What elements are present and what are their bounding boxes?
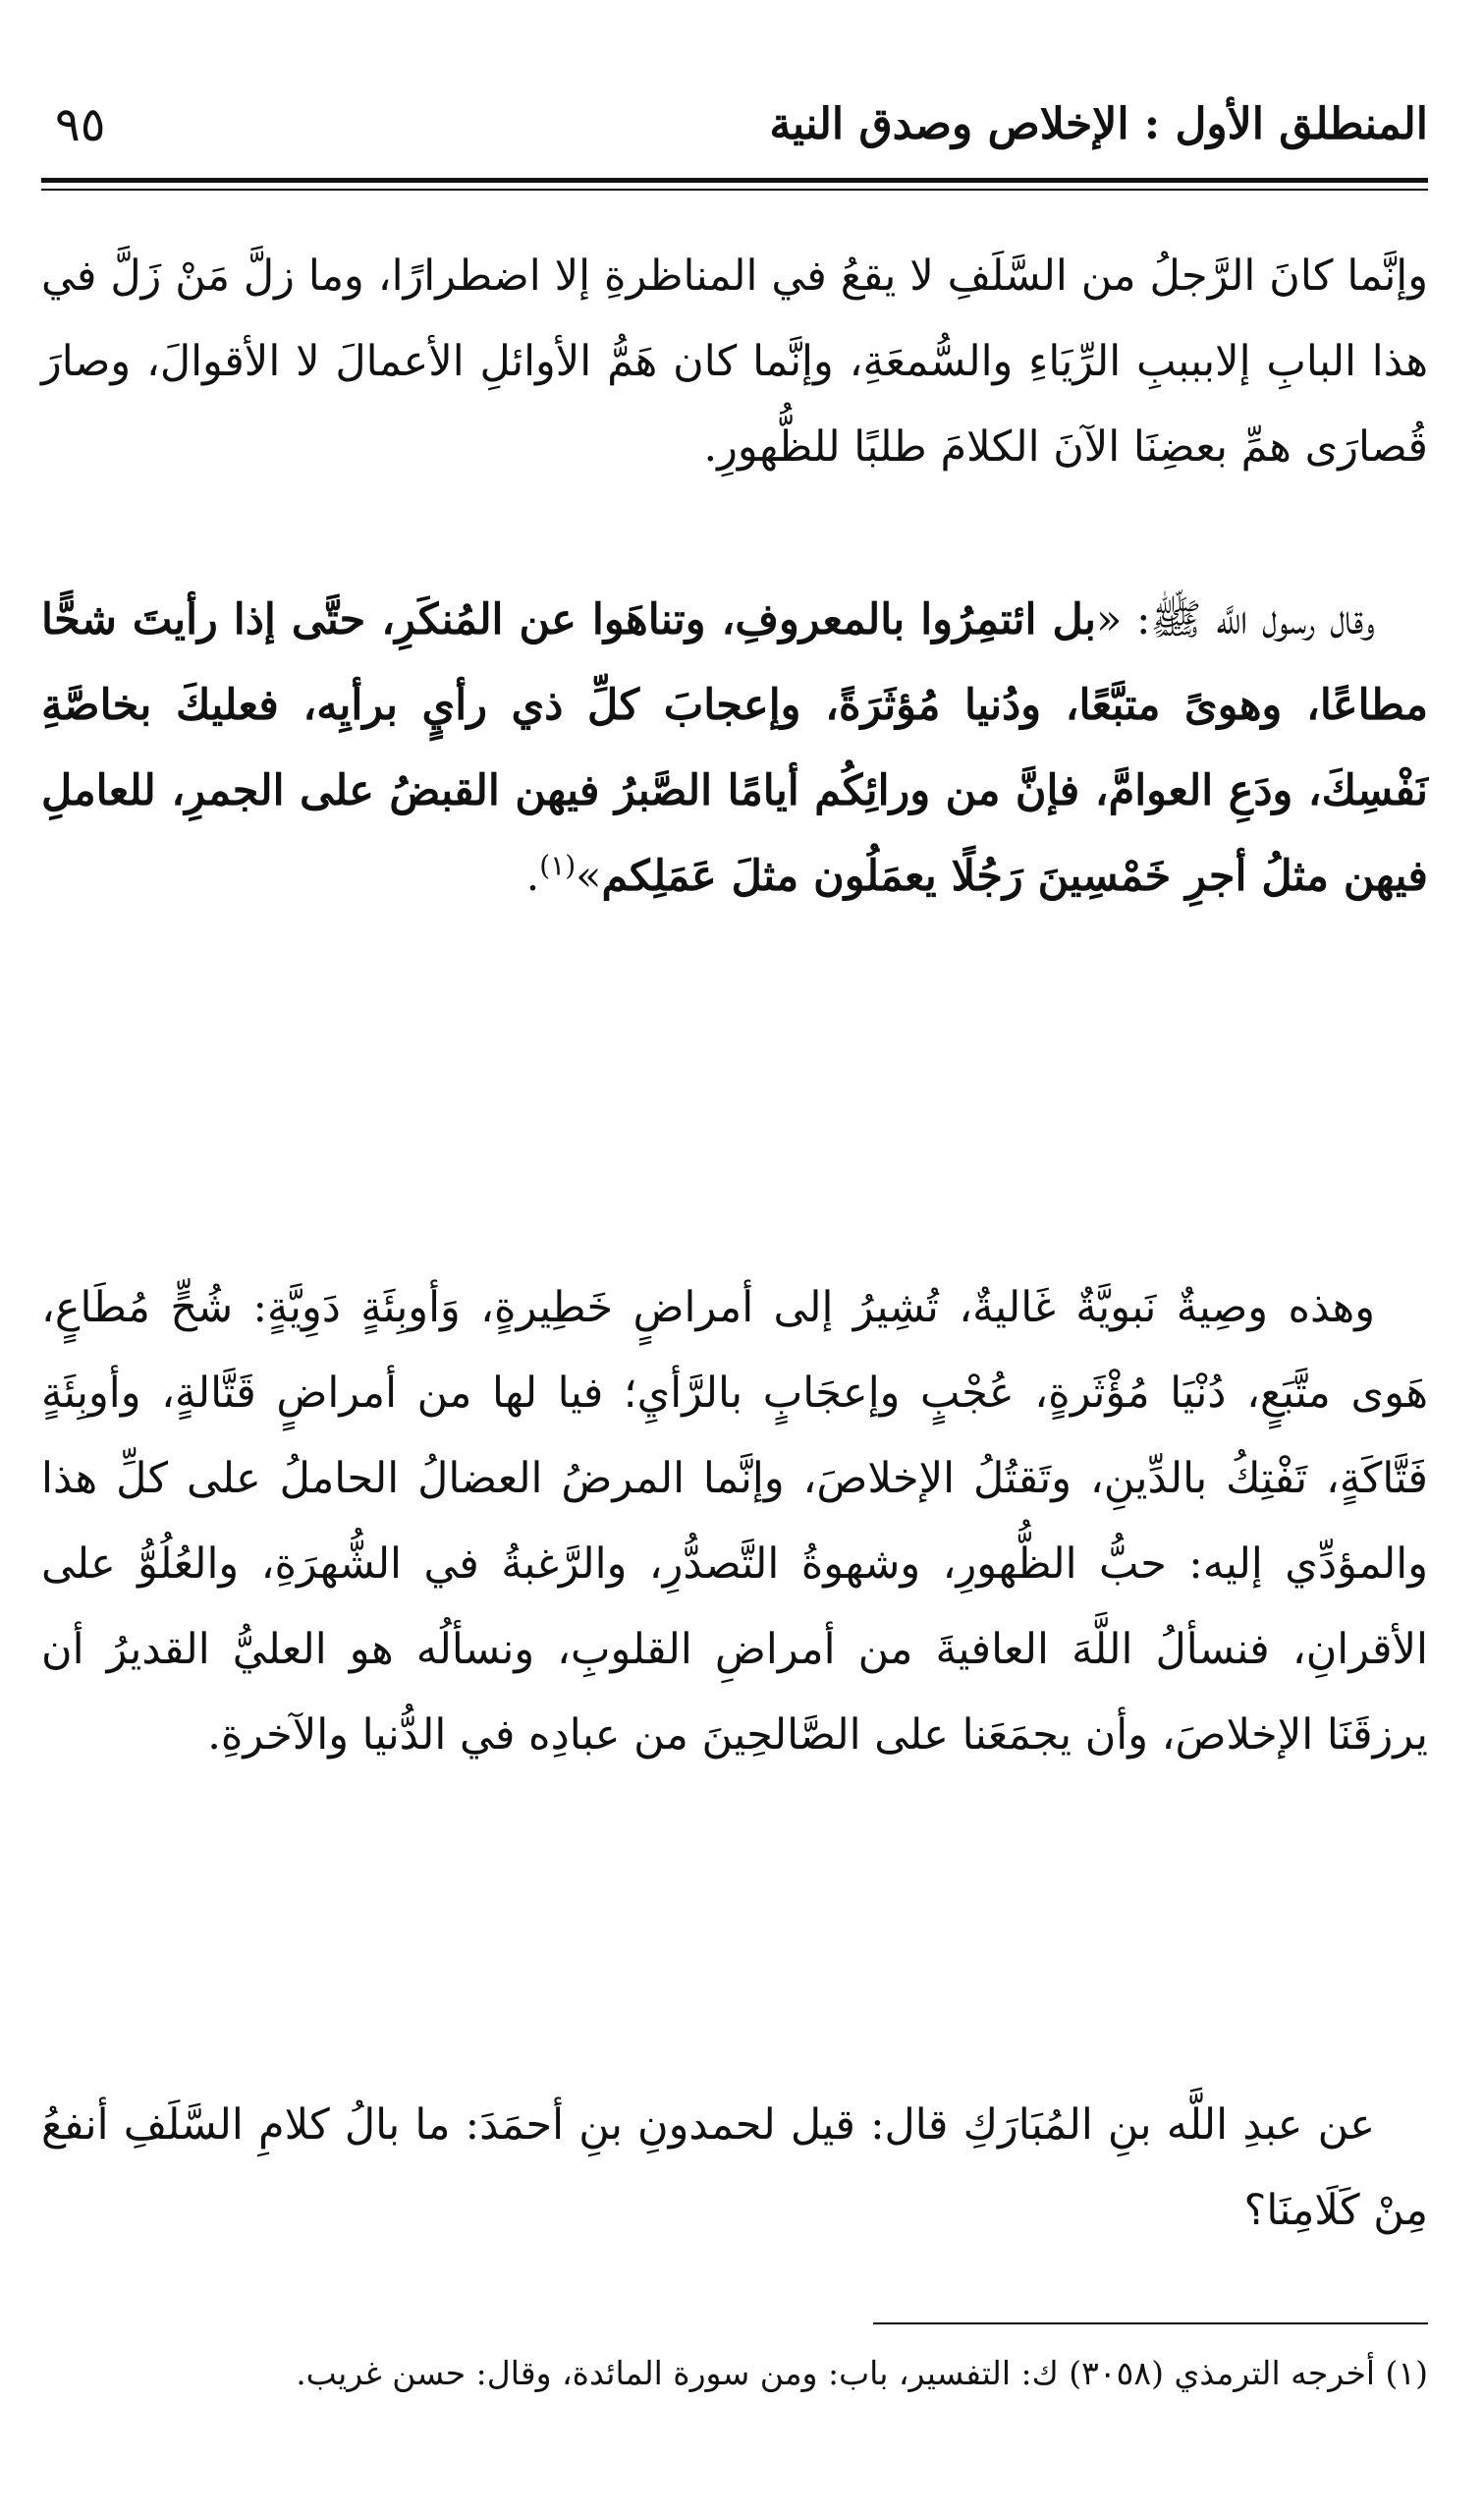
header-rule-thin <box>41 189 1428 191</box>
footnote-reference: (١) <box>539 849 577 882</box>
hadith-quote: بل ائتمِرُوا بالمعروفِ، وتناهَوا عن المُنكَرِ، حتَّى إذا رأيتَ شحًّا مطاعًا، وهوىً متبَّعًا، ودُنيا مُؤثَرَةً، وإعجابَ كلِّ ذي رأيٍ برأيِه، فعليكَ بخاصَّةِ نَفْسِكَ، ودَعِ العوامَّ، فإنَّ من ورائِكُم أيامًا الصَّبرُ فيهن القبضُ على الجمرِ، للعاملِ فيهن مثلُ أجرِ خَمْسِينَ رَجُلًا يعمَلُون مثلَ عَمَلِكم <box>41 595 1428 901</box>
page-number: ٩٥ <box>55 97 106 152</box>
running-title: المنطلق الأول : الإخلاص وصدق النية <box>769 99 1428 149</box>
paragraph-hadith <box>41 578 1428 920</box>
header-rule-thick <box>41 178 1428 183</box>
paragraph-ibn-mubarak: عن عبدِ اللَّه بنِ المُبَارَكِ قال: قيل لحمدونِ بنِ أحمَدَ: ما بالُ كلامِ السَّلَفِ أنفعُ مِنْ كَلَامِنَا؟ <box>41 2100 1428 2235</box>
hadith-close-mark: » <box>576 852 602 901</box>
hadith-end: . <box>525 852 540 901</box>
footnote-rule <box>873 2322 1428 2324</box>
footnote: (١) أخرجه الترمذي (٣٠٥٨) ك: التفسير، باب: ومن سورة المائدة، وقال: حسن غريب. <box>296 2354 1428 2392</box>
page-header <box>41 90 1428 159</box>
hadith-intro: وقال رسول اللَّه ﷺ: « <box>1096 595 1376 644</box>
book-page <box>41 0 1428 2516</box>
paragraph-salaf-debate: وإنَّما كانَ الرَّجلُ من السَّلَفِ لا يقعُ في المناظرةِ إلا اضطرارًا، وما زلَّ مَنْ زَلَّ في هذا البابِ إلاببببِ الرِّيَاءِ والسُّمعَةِ، وإنَّما كان هَمُّ الأوائلِ الأعمالَ لا الأقوالَ، وصارَ قُصارَى همِّ بعضِنَا الآنَ الكلامَ طلبًا للظُّهورِ. <box>41 252 1428 472</box>
paragraph-commentary: وهذه وصِيةٌ نَبويَّةٌ غَاليةٌ، تُشِيرُ إلى أمراضٍ خَطِيرةٍ، وَأوبِئَةٍ دَوِيَّةٍ: شُحٍّ مُطَاعٍ، هَوى متَّبَعٍ، دُنْيَا مُؤْثَرةٍ، عُجْبٍ وإعجَابٍ بالرَّأيِ؛ فيا لها من أمراضٍ قَتَّالةٍ، وأوبِئَةٍ فَتَّاكَةٍ، تَفْتِكُ بالدِّينِ، وتَقتُلُ الإخلاصَ، وإنَّما المرضُ العضالُ الحاملُ على كلِّ هذا والمؤدِّي إليه: حبُّ الظُّهورِ، وشهوةُ التَّصدُّرِ، والرَّغبةُ في الشُّهرَةِ، والعُلُوُّ على الأقرانِ، فنسألُ اللَّهَ العافيةَ من أمراضِ القلوبِ، ونسألُه هو العليُّ القديرُ أن يرزقَنَا الإخلاصَ، وأن يجمَعَنا على الصَّالحِينَ من عبادِه في الدُّنيا والآخرةِ. <box>41 1283 1428 1760</box>
